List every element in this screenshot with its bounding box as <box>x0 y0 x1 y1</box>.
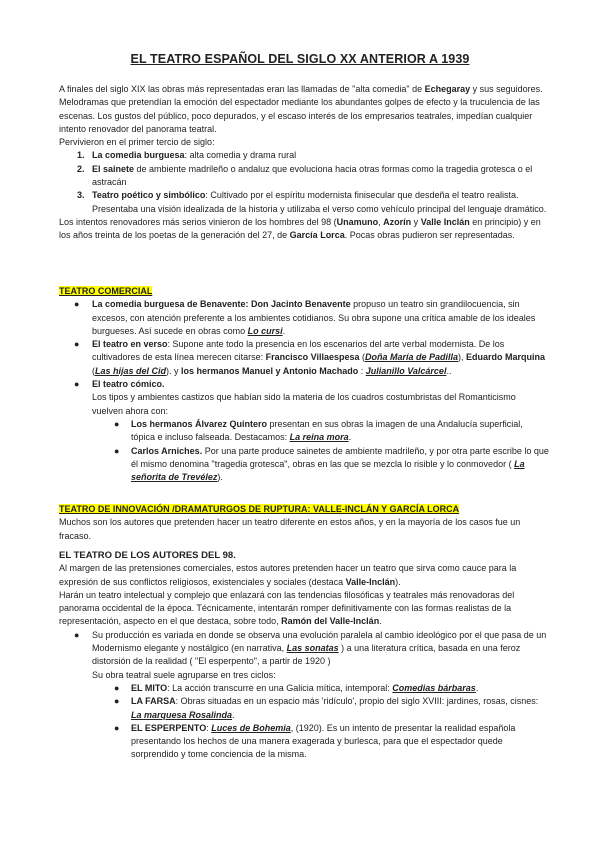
item-title: LA FARSA <box>131 696 176 707</box>
bullet-icon: ● <box>114 722 120 733</box>
text: y sus seguidores. Melodramas que pretendían la emoción del espectador mediante los abundantes golpes de efecto y la truculencia de las escenas. Los gustos del público, poco depurados, y el escaso interés de los empresarios teatrales, impedían cualquier intento renovador del panorama teatral. <box>59 84 543 134</box>
work-title: Lo cursi <box>247 325 283 336</box>
text: ( <box>92 365 95 376</box>
text: y <box>411 216 421 227</box>
list-item <box>59 298 549 338</box>
list-item <box>59 338 549 378</box>
text: : <box>206 722 212 733</box>
list-item <box>59 378 549 484</box>
item-text: : Supone ante todo la presencia en los escenarios del arte verbal modernista. De los cultivadores de esta línea merecen citarse: <box>92 339 505 363</box>
list-number: 2. <box>77 163 85 174</box>
item-text: propuso un teatro sin grandilocuencia, sin excesos, con atención preferente a los ambientes cotidianos. Su obra supone una crítica amable de los ideales burgueses. Así sucede en obras como <box>92 299 536 336</box>
comercial-section <box>59 285 549 484</box>
noventayocho-section <box>59 549 549 762</box>
item-title: El teatro cómico. <box>92 379 165 390</box>
author-name: Azorín <box>383 216 412 227</box>
item-text: : Obras situadas en un espacio más 'ridículo', propio del siglo XVIII: jardines, rosas, cisnes: <box>175 696 539 707</box>
paragraph-98-1 <box>59 562 549 589</box>
author-name: los hermanos Manuel y Antonio Machado <box>181 365 359 376</box>
intro-paragraph-2: Pervivieron en el primer tercio de siglo: <box>59 137 215 148</box>
work-title: La marquesa Rosalinda <box>131 709 233 720</box>
text: Los intentos renovadores más serios vinieron de los hombres del 98 ( <box>59 216 337 227</box>
text: Harán un teatro intelectual y complejo que enlazará con las tendencias filosóficas y teatrales más renovadoras del panorama occidental de la época. Técnicamente, intentarán romper definitivamente con las formas realistas de la representación, aspecto en el que destaca, sobre todo, <box>59 589 515 627</box>
text: ). y <box>166 365 182 376</box>
page-title: EL TEATRO ESPAÑOL DEL SIGLO XX ANTERIOR A 1939 <box>130 52 470 66</box>
list-number: 3. <box>77 190 85 201</box>
text: ). <box>395 576 401 587</box>
valle-list <box>59 629 549 762</box>
bullet-icon: ● <box>74 629 80 640</box>
text: ( <box>359 352 365 363</box>
sublist-item <box>92 722 549 762</box>
sublist-item <box>92 695 549 722</box>
item-title: EL ESPERPENTO <box>131 722 207 733</box>
author-name: Valle-Inclán <box>345 576 396 587</box>
text: . <box>282 325 286 336</box>
list-item <box>59 149 549 162</box>
work-title: Doña María de Padilla <box>364 352 459 363</box>
item-title: La comedia burguesa <box>92 150 185 161</box>
text: , <box>378 216 384 227</box>
text: en principio) y en los años treinta de los poetas de la generación del 27, de <box>59 216 541 241</box>
work-title: Las sonatas <box>286 643 339 654</box>
text: . <box>475 682 479 693</box>
work-title: La reina mora <box>289 432 349 443</box>
item-text: Su producción es variada en donde se observa una evolución paralela al cambio ideológico por el que pasa de un Modernismo elegante y nostálgico (en narrativa, <box>92 629 547 654</box>
item-text: ) a una literatura crítica, basada en una feroz distorsión de la realidad ( "El esperpento", a partir de 1920 ) <box>92 643 521 667</box>
item-title: El sainete <box>92 163 135 174</box>
text: . <box>348 432 352 443</box>
item-text: Su obra teatral suele agruparse en tres ciclos: <box>92 669 276 680</box>
section-heading-comercial: TEATRO COMERCIAL <box>59 286 153 296</box>
text: Al margen de las pretensiones comerciales, estos autores pretenden hacer un teatro que sirva como cauce para la expresión de sus conflictos religiosos, existenciales y sociales (destaca <box>59 563 517 587</box>
sublist-item <box>92 682 549 695</box>
text: . <box>379 616 382 627</box>
work-title: Comedias bárbaras <box>392 682 476 693</box>
work-title: La señorita de Trevélez <box>131 458 525 483</box>
list-item <box>59 629 549 762</box>
item-text: Los tipos y ambientes castizos que habían sido la materia de los cuadros costumbristas del Romanticismo vuelven ahora con: <box>92 392 516 416</box>
bullet-icon: ● <box>114 696 120 707</box>
item-title: Teatro poético y simbólico <box>92 190 206 201</box>
genre-list <box>59 149 549 215</box>
paragraph-98-2 <box>59 589 549 629</box>
list-number: 1. <box>77 150 85 161</box>
text: ), <box>458 352 467 363</box>
section-heading-98: EL TEATRO DE LOS AUTORES DEL 98. <box>59 550 236 561</box>
item-text: de ambiente madrileño o andaluz que evoluciona hacia otras formas como la tragedia grotesca o el astracán <box>92 163 533 188</box>
text: : <box>358 365 366 376</box>
author-name: Echegaray <box>424 84 471 94</box>
item-title: El teatro en verso <box>92 339 168 350</box>
item-text: presentan en sus obras la imagen de una Andalucía superficial, tópica e incluso falseada. Destacamos: <box>131 418 523 443</box>
text: . Pocas obras pudieron ser representadas. <box>344 230 515 241</box>
text: . <box>232 709 235 720</box>
comico-sublist <box>92 418 549 484</box>
intro-paragraph-3 <box>59 216 549 243</box>
item-text: : alta comedia y drama rural <box>184 150 297 161</box>
author-name: Francisco Villaespesa <box>265 352 360 363</box>
author-name: Valle Inclán <box>420 216 470 227</box>
bullet-icon: ● <box>114 445 120 456</box>
work-title: Luces de Bohemia <box>211 722 291 733</box>
author-name: Unamuno <box>336 216 379 227</box>
author-name: Eduardo Marquina <box>466 352 546 363</box>
text: A finales del siglo XIX las obras más representadas eran las llamadas de "alta comedia" de <box>59 84 425 94</box>
list-item <box>59 163 549 190</box>
item-text: , (1920). Es un intento de presentar la realidad española presentando los hechos de una manera exagerada y burlesca, para que el espectador quede sorprendido y tome conciencia de la misma. <box>131 722 516 760</box>
bullet-icon: ● <box>114 682 120 693</box>
list-item <box>59 189 549 216</box>
item-title: La comedia burguesa de Benavente: Don Jacinto Benavente <box>92 299 351 310</box>
intro-section <box>59 83 549 243</box>
text: ). <box>217 472 223 483</box>
intro-paragraph-1 <box>59 83 549 136</box>
innovacion-paragraph: Muchos son los autores que pretenden hacer un teatro diferente en estos años, y en la mayoría de los casos fue un fracaso. <box>59 517 521 541</box>
sublist-item <box>92 418 549 445</box>
work-title: Julianillo Valcárcel <box>365 365 447 376</box>
author-name: Ramón del Valle-Inclán <box>281 616 380 627</box>
author-name: García Lorca <box>289 230 345 241</box>
author-name: Carlos Arniches. <box>131 445 203 456</box>
item-text: : Cultivado por el espíritu modernista finisecular que desdeña el teatro realista. Presentaba una visión idealizada de la historia y utilizaba el verso como vehículo principal del lenguaje dramático. <box>92 190 547 214</box>
bullet-icon: ● <box>74 379 80 390</box>
item-text: Por una parte produce sainetes de ambiente madrileño, y por otra parte escribe lo que él mismo denomina "tragedia grotesca", obras en las que se mezcla lo risible y lo conmovedor ( <box>131 445 549 469</box>
ciclos-sublist <box>92 682 549 762</box>
text: .. <box>446 365 452 376</box>
bullet-icon: ● <box>74 299 80 310</box>
work-title: Las hijas del Cid <box>95 365 167 376</box>
item-text: : La acción transcurre en una Galicia mítica, intemporal: <box>167 682 393 693</box>
author-name: Los hermanos Álvarez Quintero <box>131 418 268 429</box>
innovacion-section <box>59 503 549 543</box>
item-title: EL MITO <box>131 682 168 693</box>
bullet-icon: ● <box>74 339 80 350</box>
bullet-icon: ● <box>114 418 120 429</box>
sublist-item <box>92 445 549 485</box>
comercial-list <box>59 298 549 484</box>
section-heading-innovacion: TEATRO DE INNOVACIÓN /DRAMATURGOS DE RUPTURA: VALLE-INCLÁN Y GARCÍA LORCA <box>59 504 460 514</box>
